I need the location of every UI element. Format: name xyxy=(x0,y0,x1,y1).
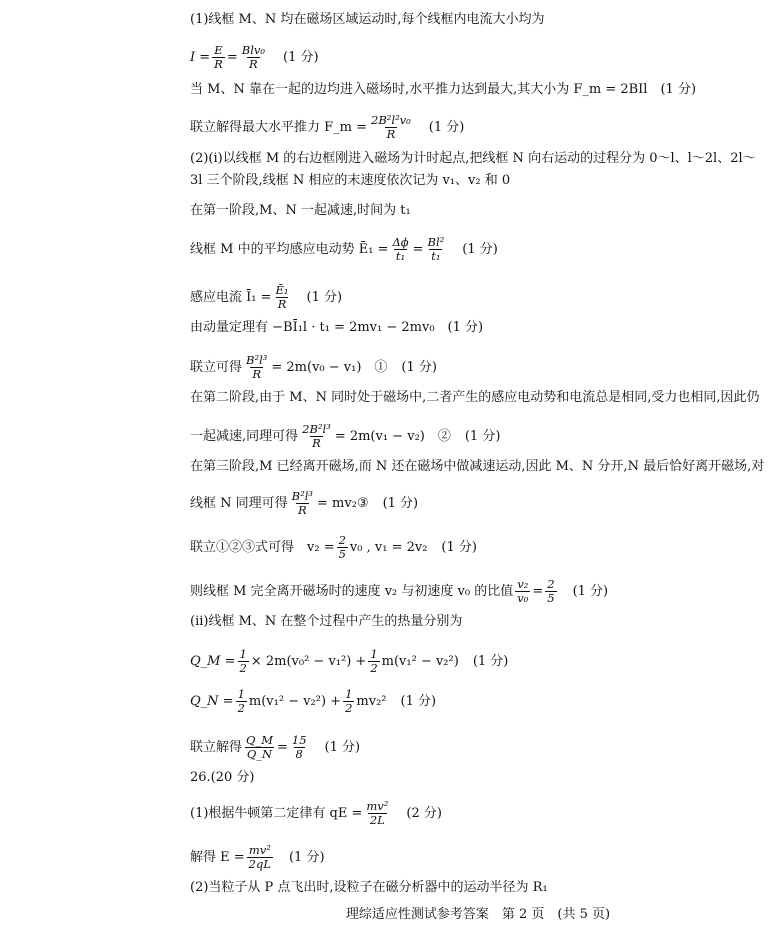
line-15: 联立①②③式可得 v₂ = $\frac{2}{5}$ v₀ , v₁ = 2v₂ (1 分) xyxy=(190,533,477,561)
fraction: $\frac{1}{2}$ xyxy=(237,687,245,715)
fraction: $\frac{Q\_M}{Q\_N}$ xyxy=(246,733,273,761)
line-16: 则线框 M 完全离开磁场时的速度 v₂ 与初速度 v₀ 的比值 $\frac{\text{v₂}}{\text{v₀}}$ = $\frac{2}{5}$ (1 分) xyxy=(190,577,609,605)
line-13: 在第三阶段,M 已经离开磁场,而 N 还在磁场中做减速运动,因此 M、N 分开,N 最后恰好离开磁场,对 xyxy=(190,459,765,474)
fraction: $\frac{E}{R}$ xyxy=(214,43,223,71)
line-23: 解得 E = $\frac{\text{mv²}}{2qL}$ (1 分) xyxy=(190,843,325,871)
fraction: $\frac{\text{mv²}}{2qL}$ xyxy=(248,843,271,871)
fraction: $\frac{\text{Ē₁}}{R}$ xyxy=(275,283,289,311)
fraction: $\frac{\text{2B²l²v₀}}{R}$ xyxy=(371,113,411,141)
line-4: 联立解得最大水平推力 F_m = $\frac{\text{2B²l²v₀}}{R}$ (1 分) xyxy=(190,113,465,141)
line-10: 联立可得 $\frac{\text{B²l³}}{R}$ = 2m(v₀ − v₁) ① (1 分) xyxy=(190,353,437,381)
line-20: 联立解得 $\frac{Q\_M}{Q\_N}$ = $\frac{15}{8}$ (1 分) xyxy=(190,733,361,761)
fraction: $\frac{2}{5}$ xyxy=(338,533,346,561)
fraction: $\frac{\text{Blv₀}}{R}$ xyxy=(241,43,265,71)
line-17: (ii)线框 M、N 在整个过程中产生的热量分别为 xyxy=(190,614,463,629)
fraction: $\frac{15}{8}$ xyxy=(291,733,307,761)
fraction: $\frac{2}{5}$ xyxy=(547,577,555,605)
line-9: 由动量定理有 −BĪ₁l · t₁ = 2mv₁ − 2mv₀ (1 分) xyxy=(190,320,484,335)
line-11: 在第二阶段,由于 M、N 同时处于磁场中,二者产生的感应电动势和电流总是相同,受力也相同,因此仍 xyxy=(190,390,760,405)
fraction: $\frac{1}{2}$ xyxy=(370,647,378,675)
line-21: 26.(20 分) xyxy=(190,770,255,785)
fraction: $\frac{\Delta\phi}{\text{t₁}}$ xyxy=(392,235,409,263)
fraction: $\frac{\text{B²l³}}{R}$ xyxy=(246,353,268,381)
fraction: $\frac{1}{2}$ xyxy=(239,647,247,675)
line-3: 当 M、N 靠在一起的边均进入磁场时,水平推力达到最大,其大小为 F_m = 2BIl (1 分) xyxy=(190,82,697,97)
line-12: 一起减速,同理可得 $\frac{\text{2B²l³}}{R}$ = 2m(v₁ − v₂) ② (1 分) xyxy=(190,422,501,450)
fraction: $\frac{1}{2}$ xyxy=(345,687,353,715)
line-24: (2)当粒子从 P 点飞出时,设粒子在磁分析器中的运动半径为 R₁ xyxy=(190,880,548,895)
line-14: 线框 N 同理可得 $\frac{\text{B²l³}}{R}$ = mv₂③ (1 分) xyxy=(190,489,419,517)
line-8: 感应电流 Ī₁ = $\frac{\text{Ē₁}}{R}$ (1 分) xyxy=(190,283,343,311)
fraction: $\frac{\text{v₂}}{\text{v₀}}$ xyxy=(517,577,529,605)
line-19: Q_N = $\frac{1}{2}$ m(v₁² − v₂²) + $\frac{1}{2}$ mv₂² (1 分) xyxy=(190,687,437,715)
page-footer: 理综适应性测试参考答案 第 2 页 (共 5 页) xyxy=(345,907,611,922)
line-2: I = $\frac{E}{R}$ = $\frac{\text{Blv₀}}{R}$ (1 分) xyxy=(190,43,319,71)
line-7: 线框 M 中的平均感应电动势 Ē₁ = $\frac{\Delta\phi}{\text{t₁}}$ = $\frac{\text{Bl²}}{\text{t₁}}$ (1 分) xyxy=(190,235,498,263)
line-5: (2)(i)以线框 M 的右边框刚进入磁场为计时起点,把线框 N 向右运动的过程分为 0～l、l～2l、2l～3l 三个阶段,线框 N 相应的末速度依次记为 v₁、v₂ 和 0 xyxy=(190,151,756,188)
line-18: Q_M = $\frac{1}{2}$ × 2m(v₀² − v₁²) + $\frac{1}{2}$ m(v₁² − v₂²) (1 分) xyxy=(190,647,509,675)
fraction: $\frac{\text{B²l³}}{R}$ xyxy=(291,489,313,517)
fraction: $\frac{\text{mv²}}{2L}$ xyxy=(366,799,389,827)
fraction: $\frac{\text{2B²l³}}{R}$ xyxy=(302,422,331,450)
fraction: $\frac{\text{Bl²}}{\text{t₁}}$ xyxy=(427,235,445,263)
line-1: (1)线框 M、N 均在磁场区域运动时,每个线框内电流大小均为 xyxy=(190,12,545,27)
line-6: 在第一阶段,M、N 一起减速,时间为 t₁ xyxy=(190,203,411,218)
line-22: (1)根据牛顿第二定律有 qE = $\frac{\text{mv²}}{2L}$ (2 分) xyxy=(190,799,442,827)
